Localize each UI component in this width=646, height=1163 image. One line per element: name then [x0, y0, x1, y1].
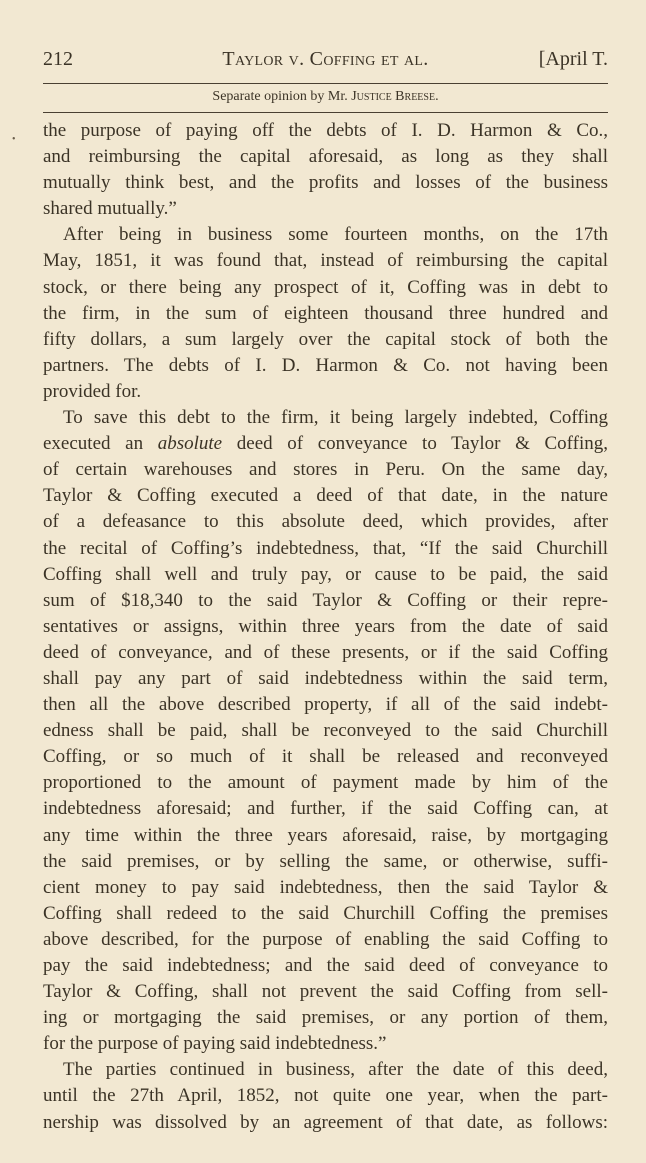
line-text: executed an: [43, 433, 158, 455]
line-text: Taylor & Coffing executed a deed of that date, in the nature: [43, 485, 608, 507]
text-line: [43, 901, 608, 927]
line-text: then all the above described property, if all of the said indebt-: [43, 694, 608, 716]
text-line: [43, 405, 608, 431]
text-line: [43, 588, 608, 614]
court-term: [April T.: [538, 48, 608, 70]
line-text: cient money to pay said indebtedness, then the said Taylor &: [43, 876, 608, 898]
text-line: [43, 170, 608, 196]
text-line: [43, 196, 608, 222]
case-title: Taylor v. Coffing et al.: [222, 48, 429, 70]
line-text: for the purpose of paying said indebtedness.”: [43, 1033, 387, 1055]
text-line: [43, 849, 608, 875]
text-line: [43, 483, 608, 509]
text-line: [43, 979, 608, 1005]
text-line: [43, 118, 608, 144]
line-text: sum of $18,340 to the said Taylor & Coffing or their repre-: [43, 589, 608, 611]
line-text: the firm, in the sum of eighteen thousand three hundred and: [43, 302, 608, 324]
text-line: [43, 457, 608, 483]
line-text: nership was dissolved by an agreement of that date, as follows:: [43, 1111, 608, 1133]
line-text: and reimbursing the capital aforesaid, as long as they shall: [43, 146, 608, 168]
line-text: Coffing shall well and truly pay, or cause to be paid, the said: [43, 563, 608, 585]
line-text: May, 1851, it was found that, instead of reimbursing the capital: [43, 250, 608, 272]
line-text: sentatives or assigns, within three years from the date of said: [43, 615, 608, 637]
line-text: shall pay any part of said indebtedness within the said term,: [43, 667, 608, 689]
text-line: [43, 875, 608, 901]
text-line: [43, 692, 608, 718]
text-line: [43, 248, 608, 274]
line-text: the recital of Coffing’s indebtedness, that, “If the said Churchill: [43, 537, 608, 559]
text-line: [43, 379, 608, 405]
text-line: [43, 222, 608, 248]
subheader-rule: [43, 112, 608, 113]
text-line: [43, 536, 608, 562]
italic-emphasis: absolute: [157, 433, 223, 455]
header-rule: [43, 83, 608, 84]
line-text: Coffing, or so much of it shall be released and reconveyed: [43, 746, 608, 768]
line-text: proportioned to the amount of payment made by him of the: [43, 772, 608, 794]
line-text: shared mutually.”: [43, 198, 177, 220]
text-line: [43, 1057, 608, 1083]
line-text: Coffing shall redeed to the said Churchill Coffing the premises: [43, 902, 608, 924]
text-line: [43, 953, 608, 979]
line-text: edness shall be paid, shall be reconveyed to the said Churchill: [43, 720, 608, 742]
subheader-prefix: Separate opinion by Mr.: [212, 89, 352, 104]
line-text: mutually think best, and the profits and losses of the business: [43, 172, 608, 194]
line-text: partners. The debts of I. D. Harmon & Co. not having been: [43, 354, 608, 376]
line-text: To save this debt to the firm, it being largely indebted, Coffing: [63, 407, 608, 429]
text-line: [43, 1005, 608, 1031]
opinion-subheader: [43, 89, 608, 105]
line-text: indebtedness aforesaid; and further, if the said Coffing can, at: [43, 798, 608, 820]
text-line: [43, 431, 608, 457]
text-line: [43, 718, 608, 744]
line-text-after: deed of conveyance to Taylor & Coffing,: [222, 433, 609, 455]
line-text: deed of conveyance, and of these presents, or if the said Coffing: [43, 641, 608, 663]
line-text: The parties continued in business, after the date of this deed,: [63, 1059, 608, 1081]
text-line: [43, 1083, 608, 1109]
margin-mark: •: [12, 134, 16, 145]
line-text: stock, or there being any prospect of it, Coffing was in debt to: [43, 276, 608, 298]
justice-name: Justice Breese.: [351, 89, 439, 104]
line-text: the said premises, or by selling the same, or otherwise, suffi-: [43, 850, 608, 872]
text-line: [43, 666, 608, 692]
text-line: [43, 744, 608, 770]
text-line: [43, 353, 608, 379]
page-number: 212: [43, 48, 73, 70]
text-line: [43, 823, 608, 849]
text-line: [43, 301, 608, 327]
line-text: any time within the three years aforesaid, raise, by mortgaging: [43, 824, 608, 846]
text-line: [43, 509, 608, 535]
line-text: of a defeasance to this absolute deed, which provides, after: [43, 511, 608, 533]
line-text: provided for.: [43, 380, 142, 402]
line-text: pay the said indebtedness; and the said deed of conveyance to: [43, 955, 608, 976]
line-text: of certain warehouses and stores in Peru. On the same day,: [43, 459, 608, 481]
line-text: fifty dollars, a sum largely over the capital stock of both the: [43, 328, 608, 350]
text-line: [43, 640, 608, 666]
running-header: [43, 48, 608, 78]
line-text: until the 27th April, 1852, not quite one year, when the part-: [43, 1085, 608, 1107]
text-line: [43, 275, 608, 301]
text-line: [43, 1031, 608, 1057]
line-text: Taylor & Coffing, shall not prevent the said Coffing from sell-: [43, 981, 608, 1003]
text-line: [43, 144, 608, 170]
text-line: [43, 796, 608, 822]
text-line: [43, 927, 608, 953]
line-text: the purpose of paying off the debts of I. D. Harmon & Co.,: [43, 120, 608, 141]
text-line: [43, 770, 608, 796]
line-text: above described, for the purpose of enabling the said Coffing to: [43, 928, 608, 950]
body-text: [43, 118, 608, 1136]
text-line: [43, 1110, 608, 1136]
text-line: [43, 562, 608, 588]
line-text: ing or mortgaging the said premises, or any portion of them,: [43, 1007, 608, 1029]
text-line: [43, 327, 608, 353]
line-text: After being in business some fourteen months, on the 17th: [63, 224, 608, 246]
text-line: [43, 614, 608, 640]
